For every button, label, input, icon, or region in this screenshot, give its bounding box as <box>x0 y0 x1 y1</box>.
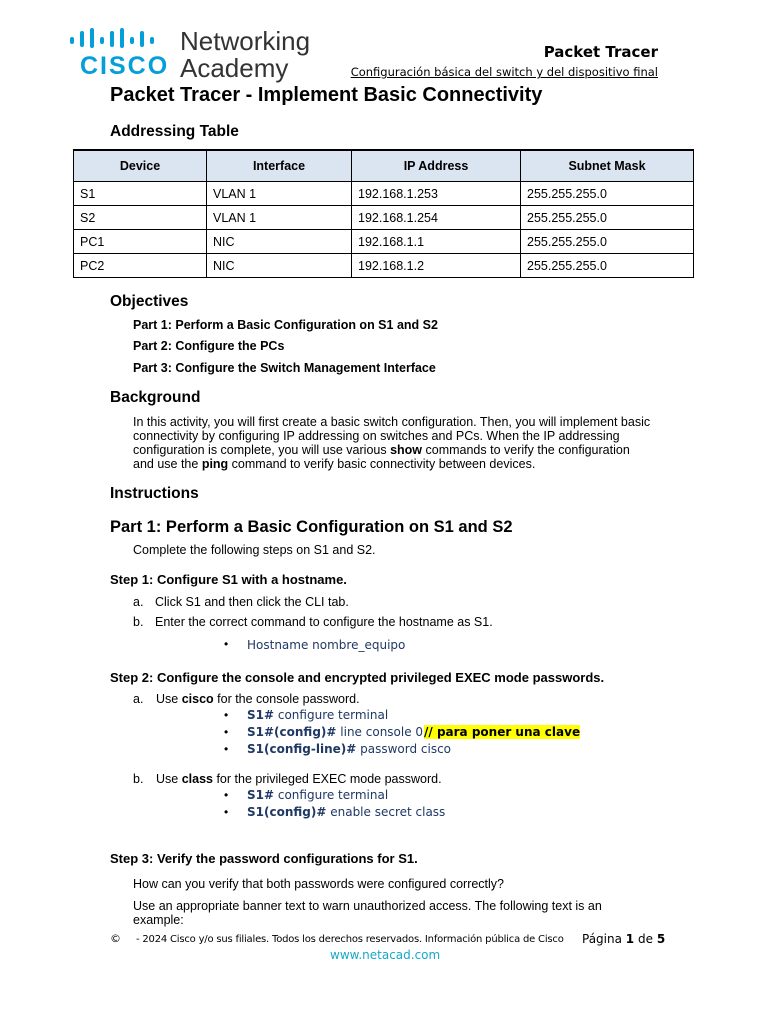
text: for the privileged EXEC mode password. <box>212 772 442 786</box>
footer-text: - 2024 Cisco y/o sus filiales. Todos los derechos reservados. Información pública de Cisco <box>136 934 564 945</box>
objective-item: Part 1: Perform a Basic Configuration on S1 and S2 <box>133 318 438 332</box>
cell: 255.255.255.0 <box>521 206 694 230</box>
header-product: Packet Tracer <box>543 43 658 61</box>
cell: PC1 <box>74 230 207 254</box>
header-subtitle: Configuración básica del switch y del dispositivo final <box>350 65 658 79</box>
text: Página <box>582 932 622 946</box>
prompt: S1# <box>247 788 275 802</box>
bullet-icon: • <box>224 708 229 722</box>
command-line: Hostname nombre_equipo <box>247 638 406 652</box>
copyright-icon: © <box>110 932 121 945</box>
prompt: S1# <box>247 708 275 722</box>
step2-b-mark: b. <box>133 772 144 786</box>
part1-intro: Complete the following steps on S1 and S2. <box>133 543 376 557</box>
cell: 255.255.255.0 <box>521 182 694 206</box>
cisco-logo-icon <box>70 28 165 50</box>
col-header: Subnet Mask <box>521 150 694 182</box>
step2-a <box>156 692 360 706</box>
step3-heading: Step 3: Verify the password configurations for S1. <box>110 851 418 866</box>
cell: PC2 <box>74 254 207 278</box>
table-row <box>74 230 694 254</box>
highlighted-note: // para poner una clave <box>424 725 581 739</box>
text: 1 <box>625 932 635 946</box>
step1-heading: Step 1: Configure S1 with a hostname. <box>110 572 347 587</box>
command: line console 0 <box>336 725 424 739</box>
background-heading: Background <box>110 389 201 406</box>
cell: 192.168.1.253 <box>352 182 521 206</box>
table-row <box>74 206 694 230</box>
part1-heading: Part 1: Perform a Basic Configuration on S1 and S2 <box>110 518 513 536</box>
logo-cisco: CISCO <box>80 52 170 80</box>
step3-question: How can you verify that both passwords were configured correctly? <box>133 877 505 891</box>
command-line <box>247 788 388 802</box>
text-bold: cisco <box>181 692 214 706</box>
page-title: Packet Tracer - Implement Basic Connectivity <box>110 84 543 106</box>
netacad-link[interactable]: www.netacad.com <box>330 948 441 962</box>
command: configure terminal <box>274 788 389 802</box>
objectives-heading: Objectives <box>110 293 189 310</box>
step1-b: Enter the correct command to configure the hostname as S1. <box>155 615 493 629</box>
col-header: Device <box>74 150 207 182</box>
cell: S2 <box>74 206 207 230</box>
command-line <box>247 805 445 819</box>
text: for the console password. <box>213 692 360 706</box>
addressing-table <box>73 149 694 278</box>
cell: S1 <box>74 182 207 206</box>
addressing-heading: Addressing Table <box>110 123 239 140</box>
prompt: S1#(config)# <box>247 725 337 739</box>
cell: 192.168.1.1 <box>352 230 521 254</box>
step3-banner-text: Use an appropriate banner text to warn unauthorized access. The following text is an example: <box>133 899 602 927</box>
logo-academy: Academy <box>180 53 289 83</box>
text: de <box>637 932 653 946</box>
bullet-icon: • <box>224 637 229 651</box>
command: configure terminal <box>274 708 389 722</box>
cell: 192.168.1.2 <box>352 254 521 278</box>
cell: NIC <box>207 254 352 278</box>
bullet-icon: • <box>224 725 229 739</box>
col-header: Interface <box>207 150 352 182</box>
step2-heading: Step 2: Configure the console and encrypted privileged EXEC mode passwords. <box>110 670 605 685</box>
page-number <box>582 932 665 946</box>
cell: 255.255.255.0 <box>521 230 694 254</box>
cell: 192.168.1.254 <box>352 206 521 230</box>
background-paragraph <box>133 415 653 471</box>
step1-a-mark: a. <box>133 595 144 609</box>
bullet-icon: • <box>224 788 229 802</box>
text: 5 <box>656 932 666 946</box>
instructions-heading: Instructions <box>110 485 199 502</box>
text-bold: show <box>390 443 423 457</box>
objective-item: Part 3: Configure the Switch Management Interface <box>133 361 436 375</box>
col-header: IP Address <box>352 150 521 182</box>
step1-b-mark: b. <box>133 615 144 629</box>
table-row <box>74 254 694 278</box>
bullet-icon: • <box>224 805 229 819</box>
command: password cisco <box>356 742 452 756</box>
cell: VLAN 1 <box>207 206 352 230</box>
cell: VLAN 1 <box>207 182 352 206</box>
text: commands to verify the configuration and use the <box>133 443 630 471</box>
prompt: S1(config-line)# <box>247 742 357 756</box>
prompt: S1(config)# <box>247 805 327 819</box>
bullet-icon: • <box>224 742 229 756</box>
text-bold: ping <box>201 457 229 471</box>
step1-a: Click S1 and then click the CLI tab. <box>155 595 349 609</box>
cell: 255.255.255.0 <box>521 254 694 278</box>
step2-a-mark: a. <box>133 692 144 706</box>
cell: NIC <box>207 230 352 254</box>
command: enable secret class <box>326 805 446 819</box>
step2-b <box>156 772 442 786</box>
table-row <box>74 182 694 206</box>
objective-item: Part 2: Configure the PCs <box>133 339 285 353</box>
text: Use <box>156 692 182 706</box>
logo-networking: Networking <box>180 26 311 56</box>
command-line <box>247 742 451 756</box>
text: Use <box>156 772 182 786</box>
command-line <box>247 725 423 739</box>
text: command to verify basic connectivity between devices. <box>228 457 536 471</box>
text: In this activity, you will first create a basic switch configuration. Then, you will implement basic connectivity by configuring IP addressing on switches and PCs. When the IP addressing configuration is complete, you will use various <box>133 415 651 457</box>
command-line <box>247 708 388 722</box>
text-bold: class <box>181 772 213 786</box>
